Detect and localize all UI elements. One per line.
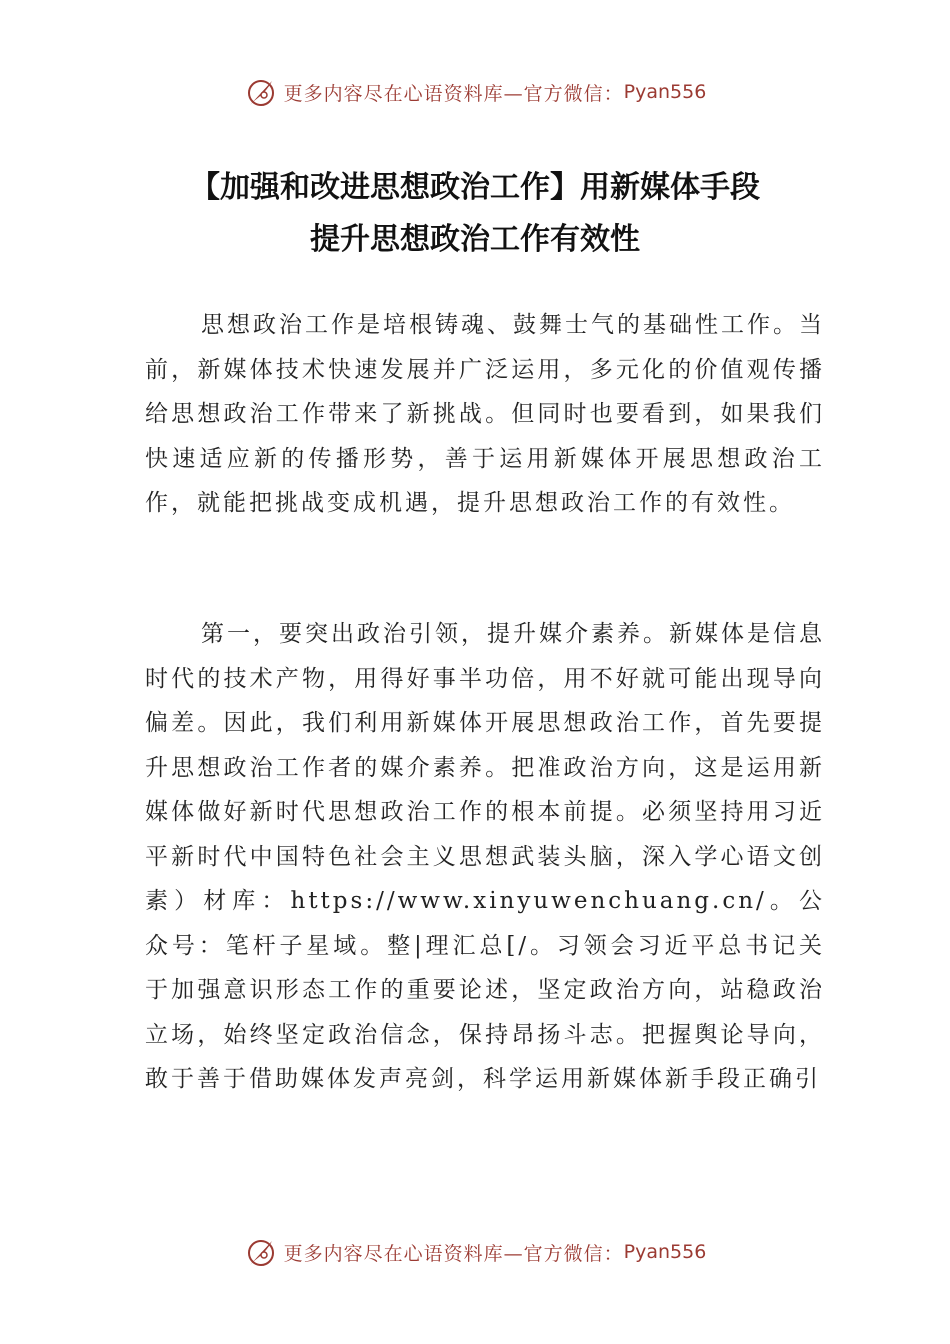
banner-wechat-id: Pyan556 — [623, 81, 707, 103]
title-line-2: 提升思想政治工作有效性 — [310, 222, 640, 257]
banner-text: 更多内容尽在心语资料库—官方微信： — [283, 1242, 624, 1265]
header-banner — [0, 72, 950, 112]
title-line-1: 【加强和改进思想政治工作】用新媒体手段 — [190, 170, 760, 205]
paragraph-intro: 思想政治工作是培根铸魂、鼓舞士气的基础性工作。当前，新媒体技术快速发展并广泛运用，多元化的价值观传播给思想政治工作带来了新挑战。但同时也要看到，如果我们快速适应新的传播形势，善于运用新媒体开展思想政治工作，就能把挑战变成机遇，提升思想政治工作的有效性。 — [145, 312, 825, 516]
banner-text: 更多内容尽在心语资料库—官方微信： — [283, 82, 624, 105]
quill-circle-icon — [244, 75, 278, 109]
paragraph-first-point: 第一，要突出政治引领，提升媒介素养。新媒体是信息时代的技术产物，用得好事半功倍，用不好就可能出现导向偏差。因此，我们利用新媒体开展思想政治工作，首先要提升思想政治工作者的媒介素养。把准政治方向，这是运用新媒体做好新时代思想政治工作的根本前提。必须坚持用习近平新时代中国特色社会主义思想武装头脑，深入学心语文创素）材库：https://www.xinyuwenchuang.cn/。公众号：笔杆子星域。整|理汇总[/。习领会习近平总书记关于加强意识形态工作的重要论述，坚定政治方向，站稳政治立场，始终坚定政治信念，保持昂扬斗志。把握舆论导向，敢于善于借助媒体发声亮剑，科学运用新媒体新手段正确引 — [145, 621, 825, 1092]
banner-wechat-id: Pyan556 — [623, 1241, 707, 1263]
footer-banner — [0, 1232, 950, 1272]
document-title — [100, 162, 850, 266]
quill-circle-icon — [244, 1235, 278, 1269]
